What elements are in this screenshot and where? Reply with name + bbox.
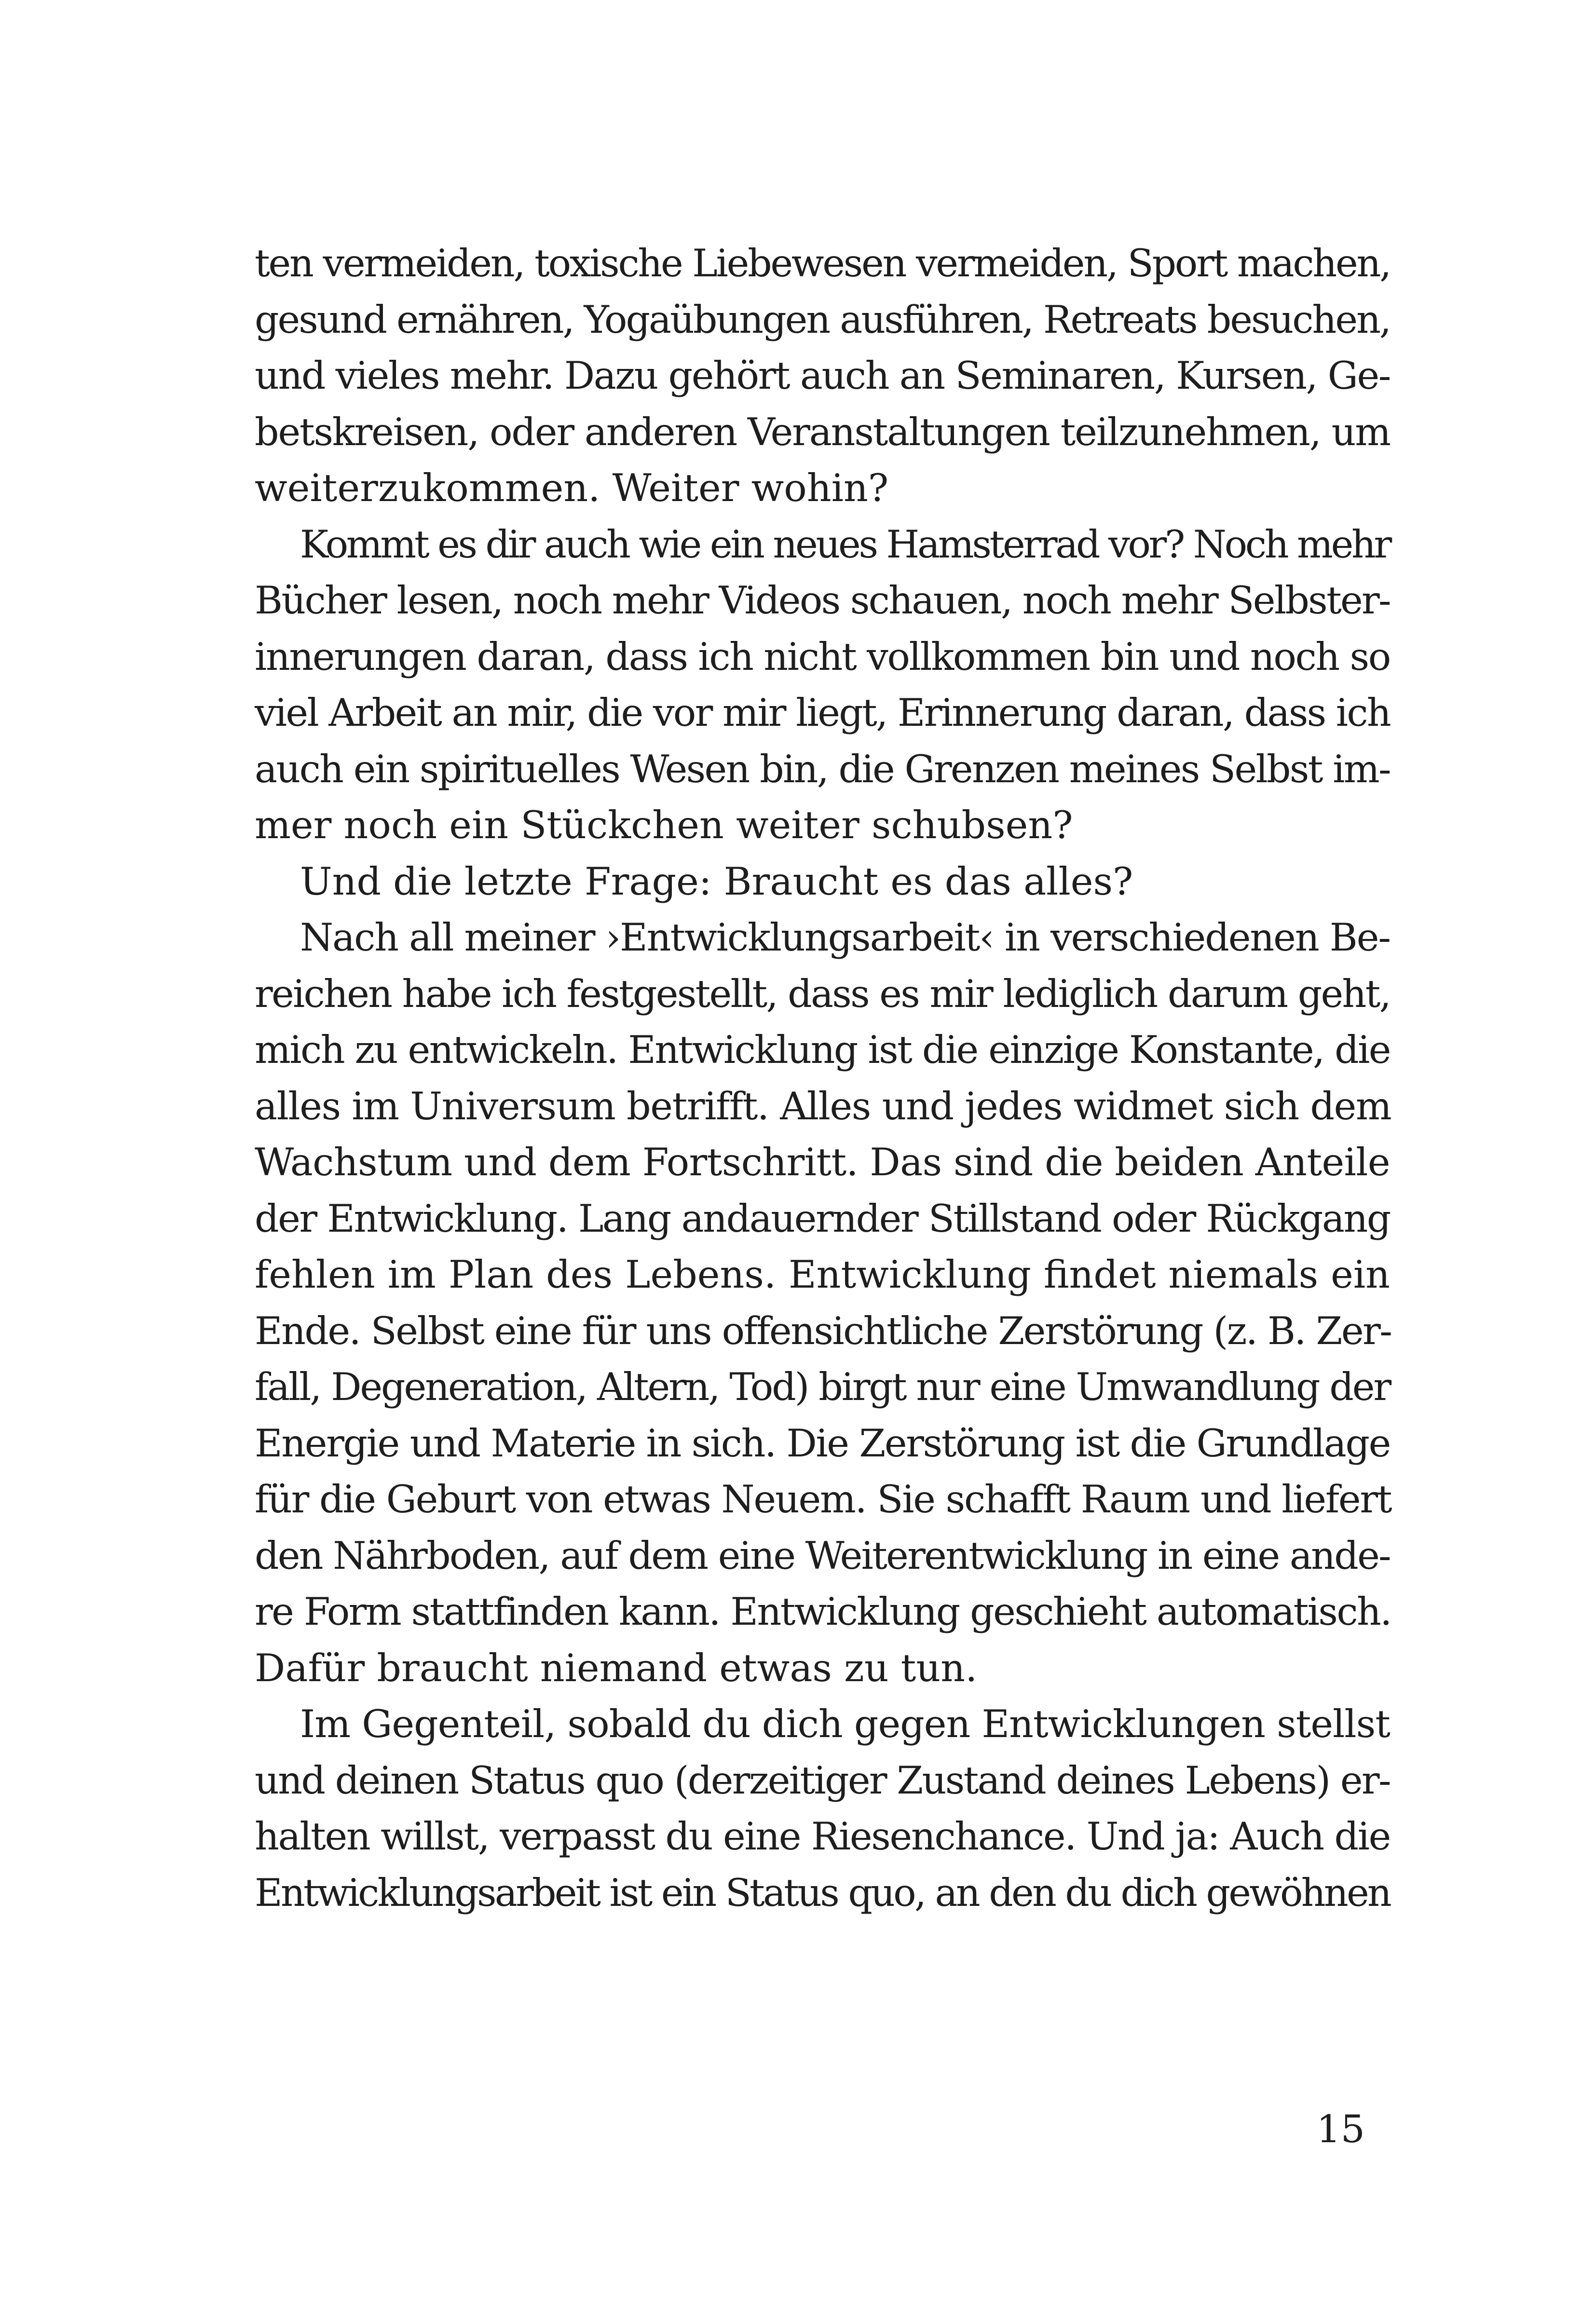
text-line: Und die letzte Frage: Braucht es das alles? [300,859,1133,904]
text-line: Ende. Selbst eine für uns offensichtliche Zerstörung (z. B. Zer- [255,1308,1391,1353]
text-line: viel Arbeit an mir, die vor mir liegt, Erinnerung daran, dass ich [255,691,1390,735]
text-line: und vieles mehr. Dazu gehört auch an Seminaren, Kursen, Ge- [255,353,1390,398]
text-line: ten vermeiden, toxische Liebewesen vermeiden, Sport machen, [255,241,1390,285]
text-line: für die Geburt von etwas Neuem. Sie schafft Raum und liefert [255,1477,1391,1522]
text-line: mer noch ein Stückchen weiter schubsen? [255,803,1073,847]
text-line: weiterzukommen. Weiter wohin? [255,466,889,510]
text-line: und deinen Status quo (derzeitiger Zustand deines Lebens) er- [255,1758,1390,1803]
text-line: der Entwicklung. Lang andauernder Stillstand oder Rückgang [255,1196,1390,1241]
text-line: Nach all meiner ›Entwicklungsarbeit‹ in verschiedenen Be- [300,915,1390,960]
text-line: Entwicklungsarbeit ist ein Status quo, an den du dich gewöhnen [255,1870,1390,1915]
text-line: fehlen im Plan des Lebens. Entwicklung findet niemals ein [255,1252,1390,1297]
page-number: 15 [1316,2107,1365,2151]
text-line: fall, Degeneration, Altern, Tod) birgt nur eine Umwandlung der [255,1365,1390,1409]
body-text [255,235,1390,1921]
text-line: reichen habe ich festgestellt, dass es mir lediglich darum geht, [255,971,1390,1016]
text-line: alles im Universum betrifft. Alles und jedes widmet sich dem [255,1084,1391,1128]
text-line: Im Gegenteil, sobald du dich gegen Entwicklungen stellst [300,1702,1390,1746]
text-line: auch ein spirituelles Wesen bin, die Grenzen meines Selbst im- [255,747,1390,791]
text-line: mich zu entwickeln. Entwicklung ist die einzige Konstante, die [255,1028,1390,1072]
text-line: betskreisen, oder anderen Veranstaltungen teilzunehmen, um [255,409,1390,454]
text-line: gesund ernähren, Yogaübungen ausführen, Retreats besuchen, [255,297,1390,342]
text-line: Wachstum und dem Fortschritt. Das sind die beiden Anteile [255,1140,1390,1184]
text-line: den Nährboden, auf dem eine Weiterentwicklung in eine ande- [255,1533,1390,1578]
text-line: Kommt es dir auch wie ein neues Hamsterrad vor? Noch mehr [300,522,1390,567]
text-line: re Form stattfinden kann. Entwicklung geschieht automatisch. [255,1590,1391,1634]
text-line: Dafür braucht niemand etwas zu tun. [255,1645,978,1690]
text-line: Bücher lesen, noch mehr Videos schauen, noch mehr Selbster- [255,578,1390,623]
text-line: halten willst, verpasst du eine Riesenchance. Und ja: Auch die [255,1814,1390,1859]
text-line: innerungen daran, dass ich nicht vollkommen bin und noch so [255,634,1390,679]
text-line: Energie und Materie in sich. Die Zerstörung ist die Grundlage [255,1421,1390,1466]
